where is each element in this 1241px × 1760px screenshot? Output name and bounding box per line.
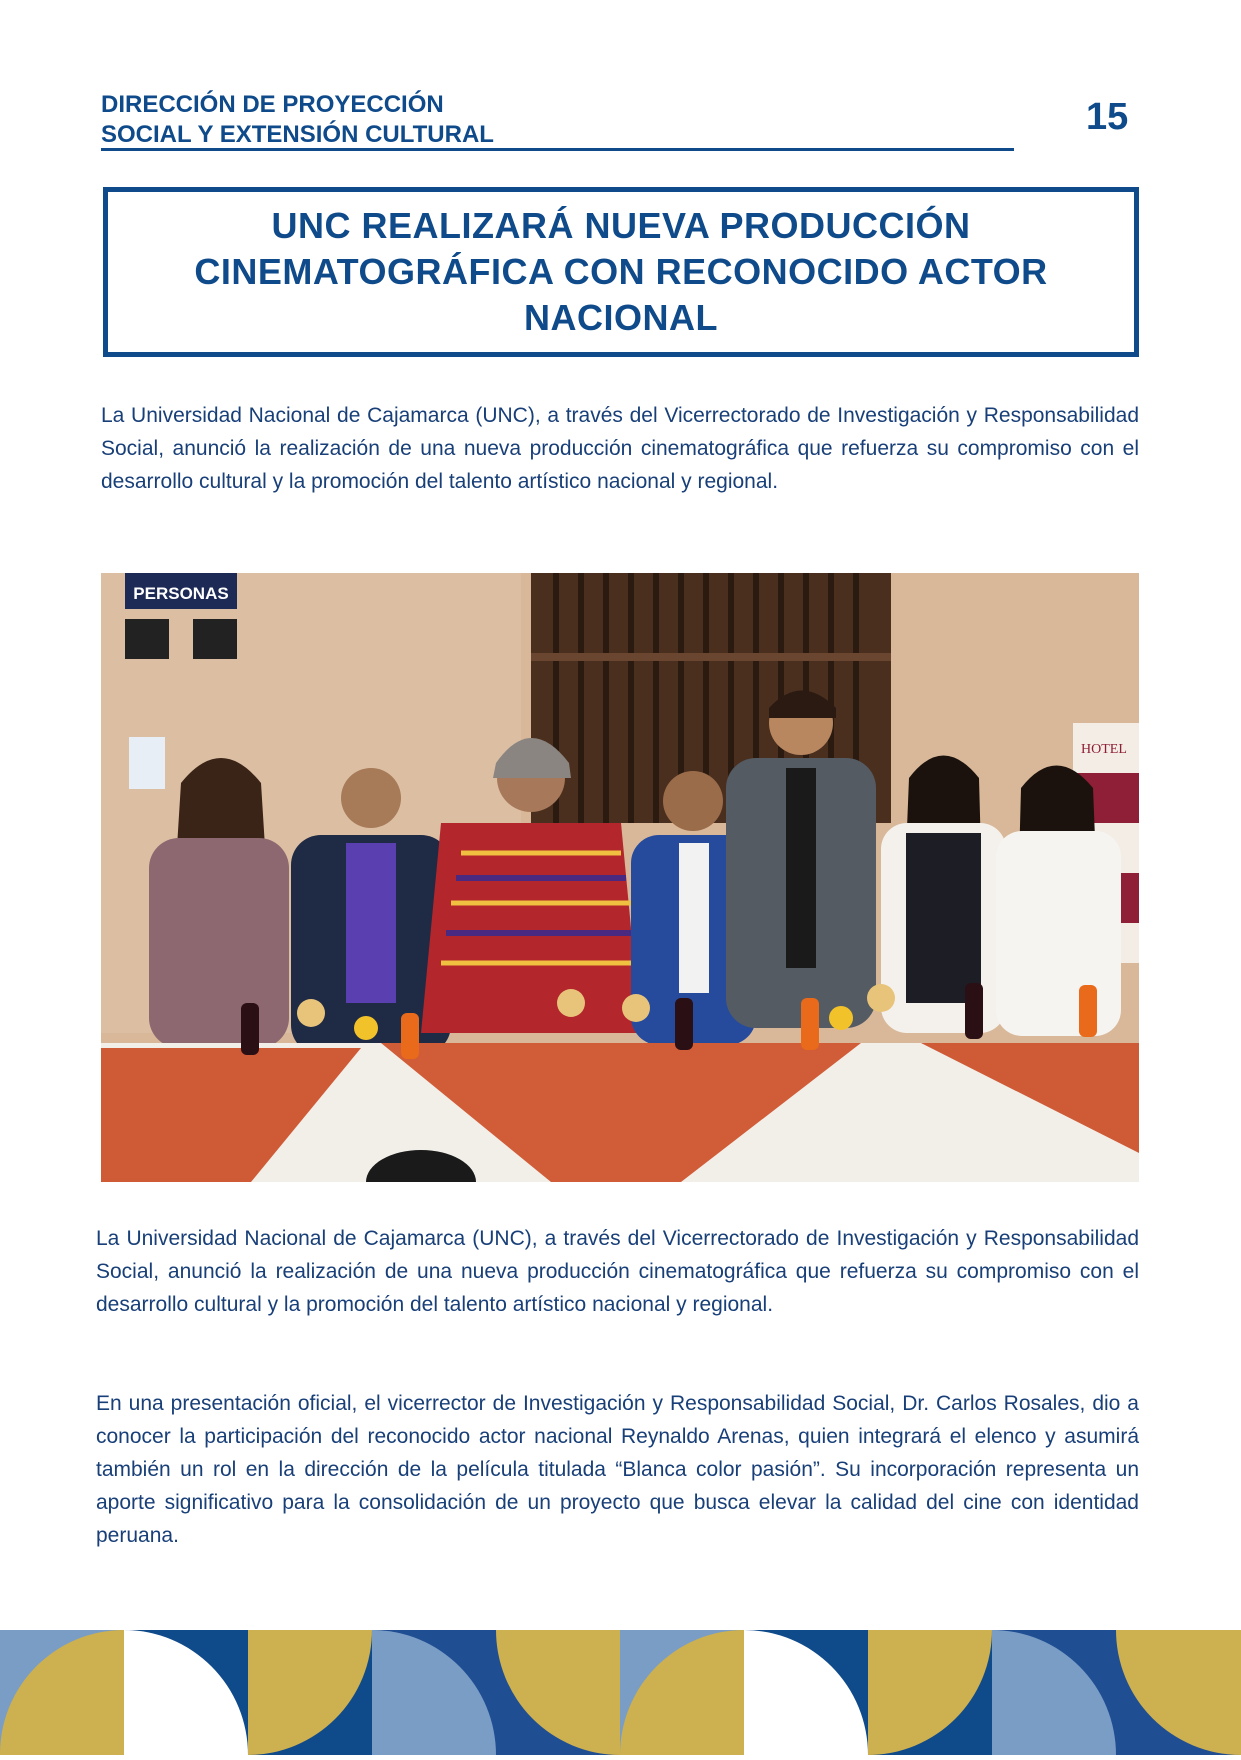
header-line-2: SOCIAL Y EXTENSIÓN CULTURAL [101, 121, 494, 148]
header-line-1: DIRECCIÓN DE PROYECCIÓN [101, 91, 444, 118]
header-divider [101, 148, 1014, 151]
capacity-sign-text: PERSONAS [133, 584, 229, 603]
intro-paragraph: La Universidad Nacional de Cajamarca (UNC), a través del Vicerrectorado de Investigación y Responsabilidad Social, anunció la realización de una nueva producción cinematográfica que refuerza su compromiso con el desarrollo cultural y la promoción del talento artístico nacional y regional. [101, 404, 1139, 493]
article-title-box [103, 187, 1139, 357]
body-paragraph-1: La Universidad Nacional de Cajamarca (UNC), a través del Vicerrectorado de Investigación y Responsabilidad Social, anunció la realización de una nueva producción cinematográfica que refuerza su compromiso con el desarrollo cultural y la promoción del talento artístico nacional y regional. [96, 1227, 1139, 1316]
hotel-banner-text: HOTEL [1081, 742, 1127, 757]
event-photo [101, 573, 1139, 1182]
article-title: UNC REALIZARÁ NUEVA PRODUCCIÓN CINEMATOGRÁFICA CON RECONOCIDO ACTOR NACIONAL [194, 205, 1048, 338]
page-number: 15 [1086, 96, 1129, 138]
body-paragraph-2: En una presentación oficial, el vicerrector de Investigación y Responsabilidad Social, Dr. Carlos Rosales, dio a conocer la participación del reconocido actor nacional Reynaldo Arenas, quien integrará el elenco y asumirá también un rol en la dirección de la película titulada “Blanca color pasión”. Su incorporación representa un aporte significativo para la consolidación de un proyecto que busca elevar la calidad del cine con identidad peruana. [96, 1392, 1139, 1547]
header-title [101, 90, 494, 150]
decorative-footer [0, 1630, 1241, 1755]
